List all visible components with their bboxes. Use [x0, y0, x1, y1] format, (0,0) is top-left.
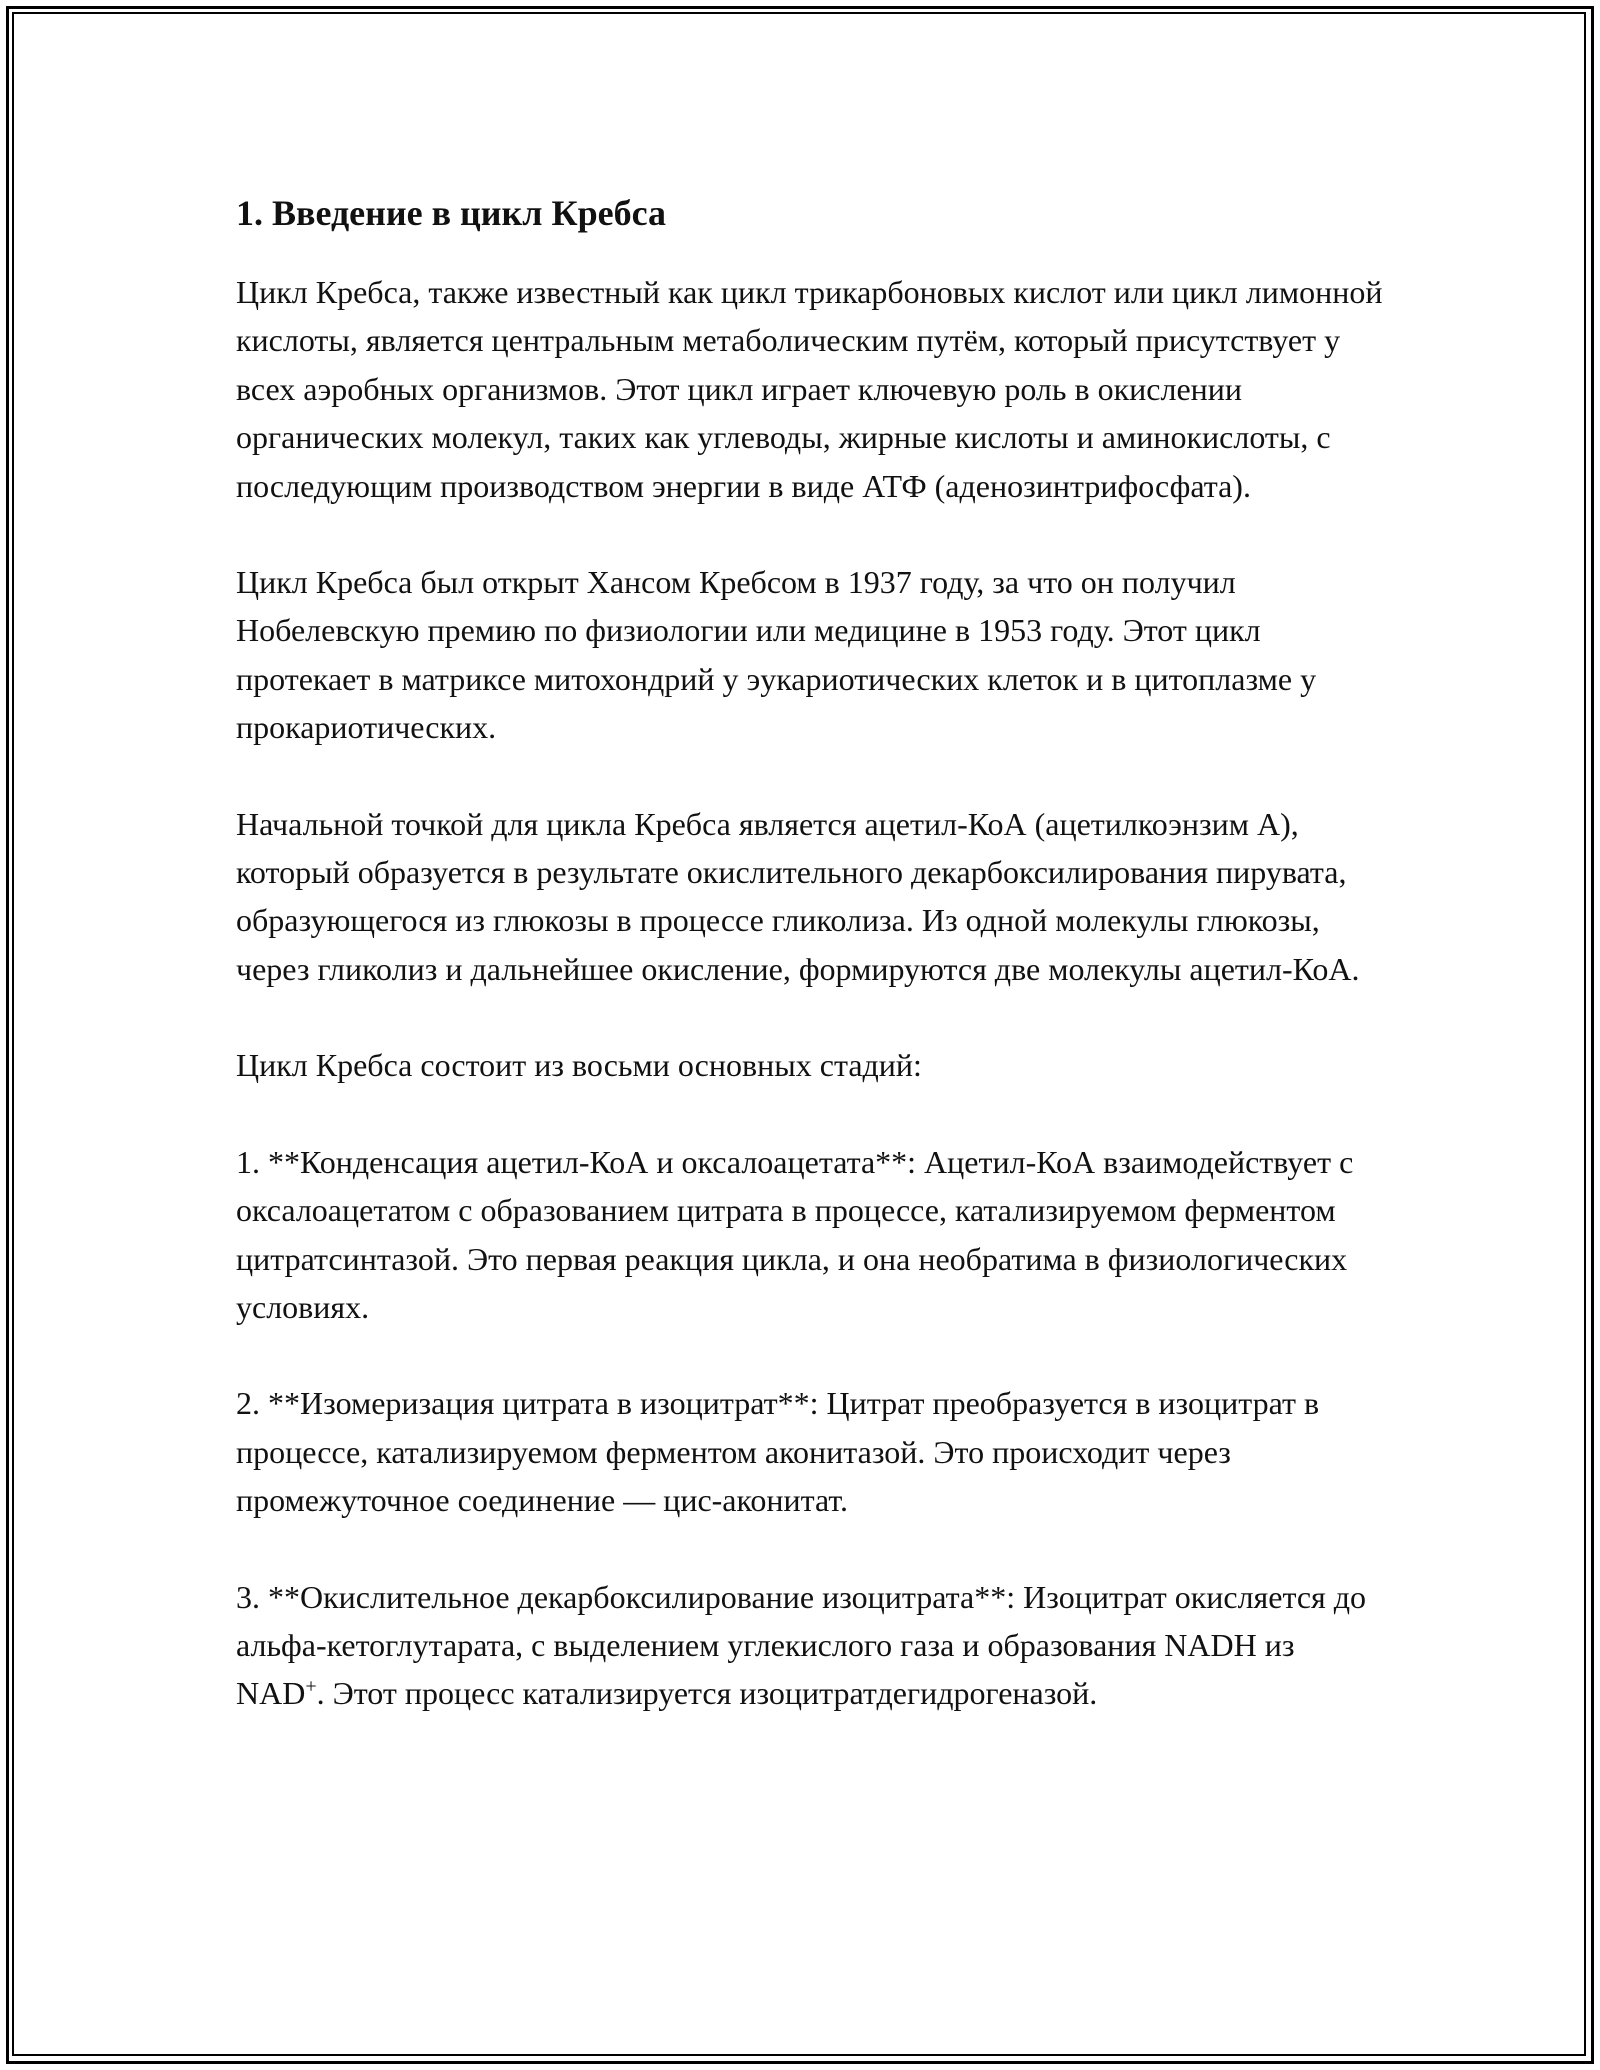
- nad-superscript: +: [305, 1675, 317, 1698]
- paragraph-stage-2: 2. **Изомеризация цитрата в изоцитрат**: Цитрат преобразуется в изоцитрат в процессе, катализируемом ферментом аконитазой. Это происходит через промежуточное соединение — цис-аконитат.: [236, 1385, 1320, 1519]
- paragraph-stages-intro: Цикл Кребса состоит из восьми основных стадий:: [236, 1047, 922, 1084]
- paragraph-acetyl-coa: Начальной точкой для цикла Кребса является ацетил-КоА (ацетилкоэнзим А), который образуется в результате окислительного декарбоксилирования пирувата, образующегося из глюкозы в процессе гликолиза. Из одной молекулы глюкозы, через гликолиз и дальнейшее окисление, формируются две молекулы ацетил-КоА.: [236, 805, 1360, 987]
- document-body: [236, 186, 1386, 1766]
- paragraph-stage-1: 1. **Конденсация ацетил-КоА и оксалоацетата**: Ацетил-КоА взаимодействует с оксалоацетатом с образованием цитрата в процессе, катализируемом ферментом цитратсинтазой. Это первая реакция цикла, и она необратима в физиологических условиях.: [236, 1143, 1354, 1325]
- section-heading: 1. Введение в цикл Кребса: [236, 193, 666, 233]
- paragraph-stage-3: [236, 1573, 1386, 1718]
- stage-3-text-end: . Этот процесс катализируется изоцитратдегидрогеназой.: [316, 1675, 1098, 1712]
- stage-3-text-start: 3. **Окислительное декарбоксилирование изоцитрата**: Изоцитрат окисляется до альфа-кетоглутарата, с выделением углекислого газа и образования NADH из NAD: [236, 1578, 1367, 1712]
- paragraph-intro: Цикл Кребса, также известный как цикл трикарбоновых кислот или цикл лимонной кислоты, является центральным метаболическим путём, который присутствует у всех аэробных организмов. Этот цикл играет ключевую роль в окислении органических молекул, таких как углеводы, жирные кислоты и аминокислоты, с последующим производством энергии в виде АТФ (аденозинтрифосфата).: [236, 274, 1383, 504]
- paragraph-history: Цикл Кребса был открыт Хансом Кребсом в 1937 году, за что он получил Нобелевскую премию по физиологии или медицине в 1953 году. Этот цикл протекает в матриксе митохондрий у эукариотических клеток и в цитоплазме у прокариотических.: [236, 564, 1317, 746]
